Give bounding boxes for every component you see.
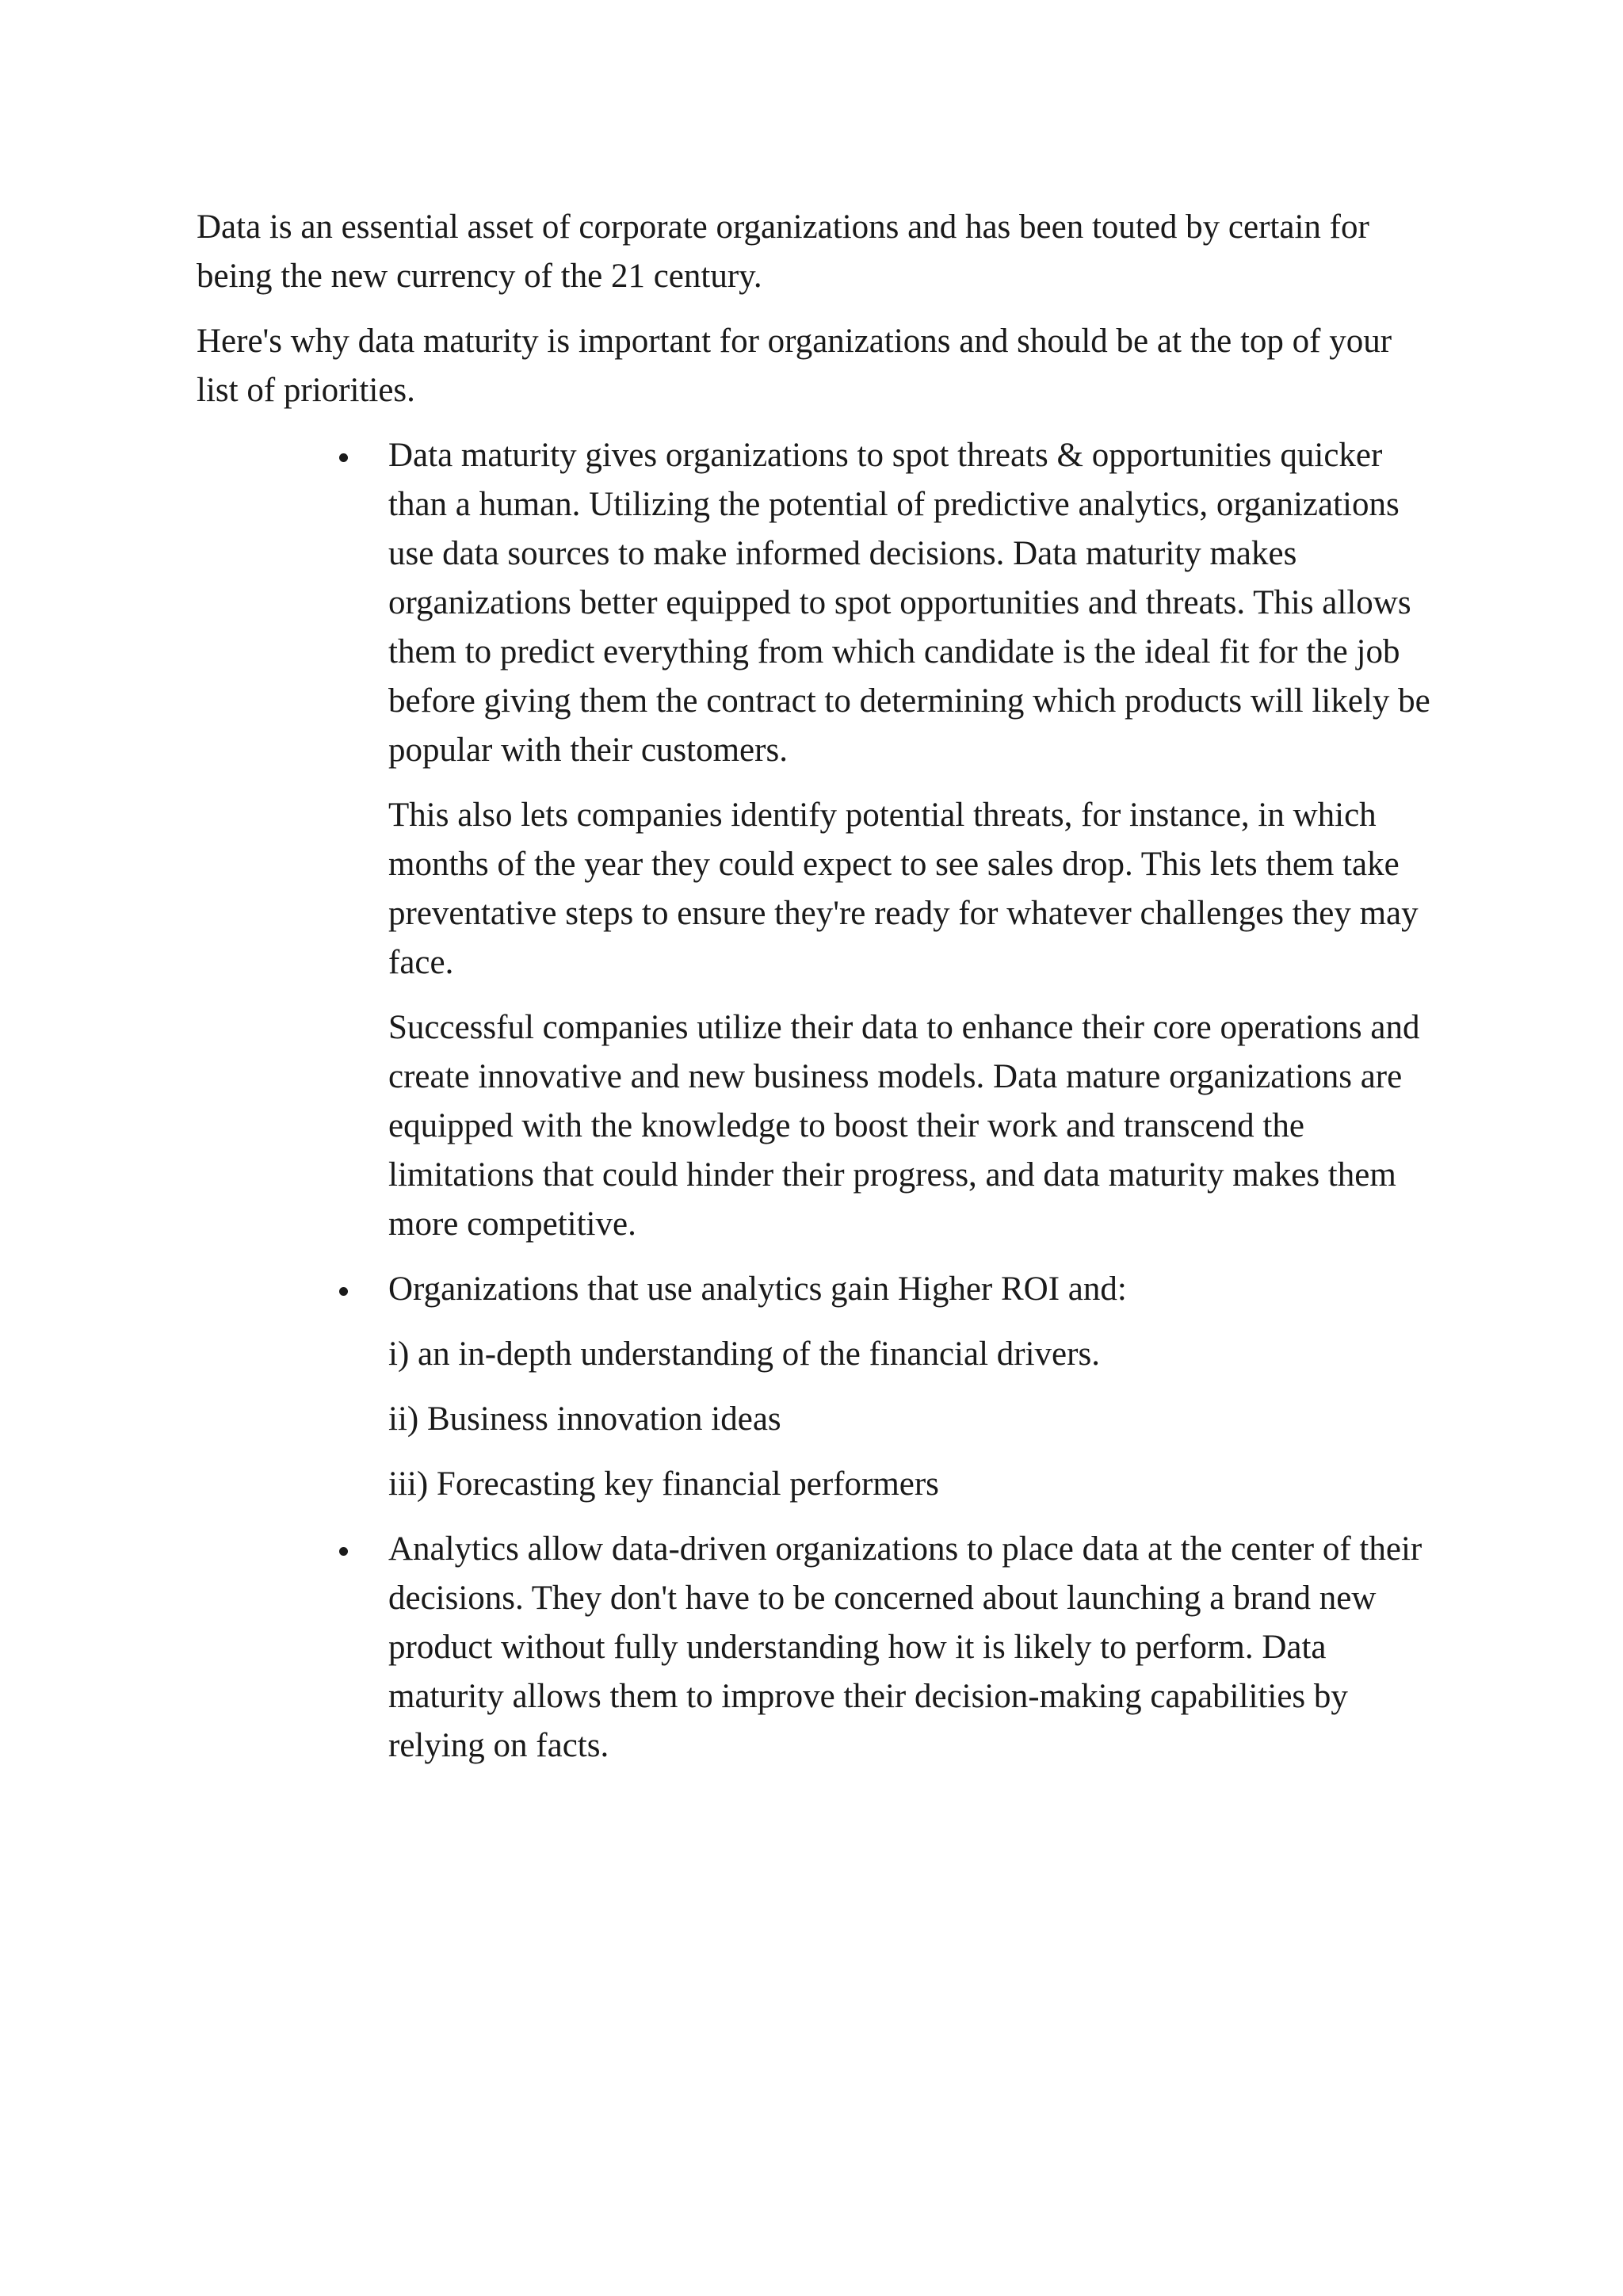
sub-list-item: ii) Business innovation ideas [388, 1400, 781, 1438]
bullet-dot-icon [339, 1547, 348, 1556]
bullet-dot-icon [339, 453, 348, 462]
bullet-item [388, 431, 1442, 1249]
intro-paragraph: Data is an essential asset of corporate organizations and has been touted by certain for being the new currency of the 21 century. [197, 208, 1369, 295]
bullet-list [388, 431, 1442, 1786]
bullet-paragraph: Data maturity gives organizations to spot threats & opportunities quicker than a human. Utilizing the potential of predictive analytics, organizations use data sources to make informed decisions. Data maturity makes organizations better equipped to spot opportunities and threats. This allows them to predict everything from which candidate is the ideal fit for the job before giving them the contract to determining which products will likely be popular with their customers. [388, 437, 1430, 769]
bullet-dot-icon [339, 1287, 348, 1296]
bullet-item [388, 1265, 1442, 1509]
bullet-item [388, 1525, 1442, 1771]
sub-list-item: i) an in-depth understanding of the financial drivers. [388, 1335, 1100, 1373]
bullet-paragraph: Organizations that use analytics gain Higher ROI and: [388, 1270, 1127, 1308]
bullet-paragraph: Successful companies utilize their data to enhance their core operations and create innovative and new business models. Data mature organizations are equipped with the knowledge to boost their work and transcend the limitations that could hinder their progress, and data maturity makes them more competitive. [388, 1009, 1420, 1243]
sub-list-item: iii) Forecasting key financial performers [388, 1465, 939, 1503]
bullet-paragraph: This also lets companies identify potential threats, for instance, in which months of the year they could expect to see sales drop. This lets them take preventative steps to ensure they're ready for whatever challenges they may face. [388, 797, 1419, 981]
intro-paragraph: Here's why data maturity is important for organizations and should be at the top of your list of priorities. [197, 323, 1392, 409]
bullet-paragraph: Analytics allow data-driven organizations to place data at the center of their decisions. They don't have to be concerned about launching a brand new product without fully understanding how it is likely to perform. Data maturity allows them to improve their decision-making capabilities by relying on facts. [388, 1530, 1423, 1764]
